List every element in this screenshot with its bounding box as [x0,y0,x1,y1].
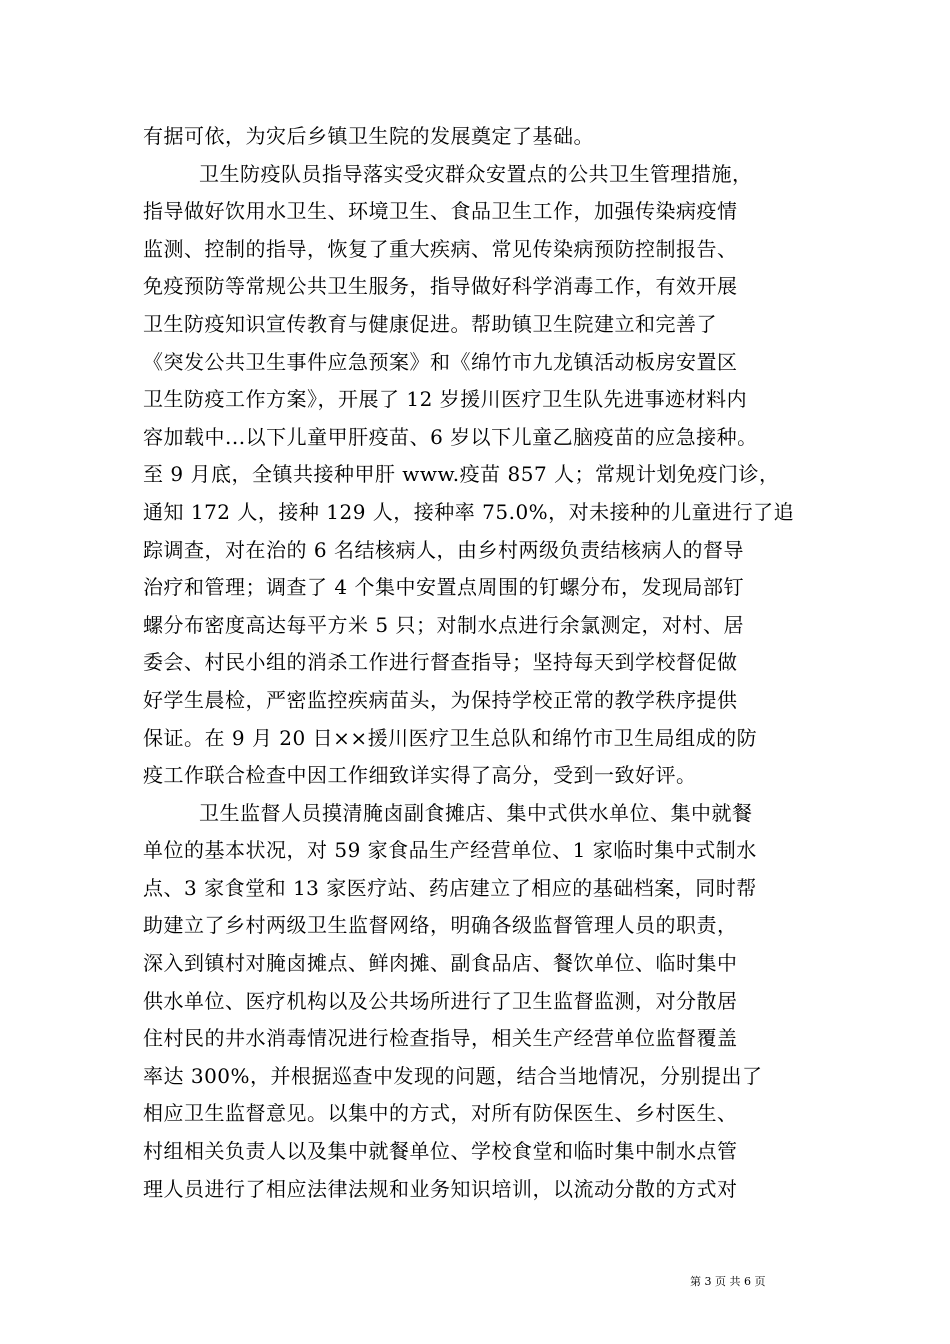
text-line: 率达 300%，并根据巡查中发现的问题，结合当地情况，分别提出了 [143,1063,763,1088]
text-line: 深入到镇村对腌卤摊点、鲜肉摊、副食品店、餐饮单位、临时集中 [143,951,738,976]
paragraph [143,156,823,795]
text-line: 卫生监督人员摸清腌卤副食摊店、集中式供水单位、集中就餐 [199,800,753,825]
text-line: 好学生晨检，严密监控疾病苗头，为保持学校正常的教学秩序提供 [143,687,738,712]
text-line: 供水单位、医疗机构以及公共场所进行了卫生监督监测，对分散居 [143,988,738,1013]
text-line: 容加载中...以下儿童甲肝疫苗、6 岁以下儿童乙脑疫苗的应急接种。 [143,424,758,449]
text-line: 理人员进行了相应法律法规和业务知识培训，以流动分散的方式对 [143,1176,738,1201]
page-number-footer: 第 3 页 共 6 页 [690,1275,766,1288]
paragraph [143,795,823,1209]
text-line: 至 9 月底，全镇共接种甲肝 www.疫苗 857 人；常规计划免疫门诊， [143,462,780,487]
text-line: 村组相关负责人以及集中就餐单位、学校食堂和临时集中制水点管 [143,1139,738,1164]
text-line: 疫工作联合检查中因工作细致详实得了高分，受到一致好评。 [143,763,697,788]
text-line: 指导做好饮用水卫生、环境卫生、食品卫生工作，加强传染病疫情 [143,199,738,224]
text-line: 住村民的井水消毒情况进行检查指导，相关生产经营单位监督覆盖 [143,1026,738,1051]
text-line: 免疫预防等常规公共卫生服务，指导做好科学消毒工作，有效开展 [143,274,738,299]
text-line: 单位的基本状况，对 59 家食品生产经营单位、1 家临时集中式制水 [143,838,757,863]
text-line: 保证。在 9 月 20 日××援川医疗卫生总队和绵竹市卫生局组成的防 [143,725,758,750]
text-line: 治疗和管理；调查了 4 个集中安置点周围的钉螺分布，发现局部钉 [143,575,744,600]
text-line: 相应卫生监督意见。以集中的方式，对所有防保医生、乡村医生、 [143,1101,738,1126]
body-text [143,118,823,1208]
text-line: 有据可依，为灾后乡镇卫生院的发展奠定了基础。 [143,124,594,148]
text-line: 卫生防疫知识宣传教育与健康促进。帮助镇卫生院建立和完善了 [143,311,717,336]
text-line: 监测、控制的指导，恢复了重大疾病、常见传染病预防控制报告、 [143,236,738,261]
text-line: 卫生防疫队员指导落实受灾群众安置点的公共卫生管理措施， [199,161,753,186]
text-line: 委会、村民小组的消杀工作进行督查指导；坚持每天到学校督促做 [143,650,738,675]
text-line: 通知 172 人，接种 129 人，接种率 75.0%，对未接种的儿童进行了追 [143,499,795,524]
text-line: 踪调查，对在治的 6 名结核病人，由乡村两级负责结核病人的督导 [143,537,744,562]
text-line: 助建立了乡村两级卫生监督网络，明确各级监督管理人员的职责， [143,913,738,938]
text-line: 《突发公共卫生事件应急预案》和《绵竹市九龙镇活动板房安置区 [143,349,738,374]
paragraph [143,118,823,156]
text-line: 卫生防疫工作方案》，开展了 12 岁援川医疗卫生队先进事迹材料内 [143,387,748,412]
text-line: 螺分布密度高达每平方米 5 只；对制水点进行余氯测定，对村、居 [143,612,744,637]
text-line: 点、3 家食堂和 13 家医疗站、药店建立了相应的基础档案，同时帮 [143,875,757,900]
